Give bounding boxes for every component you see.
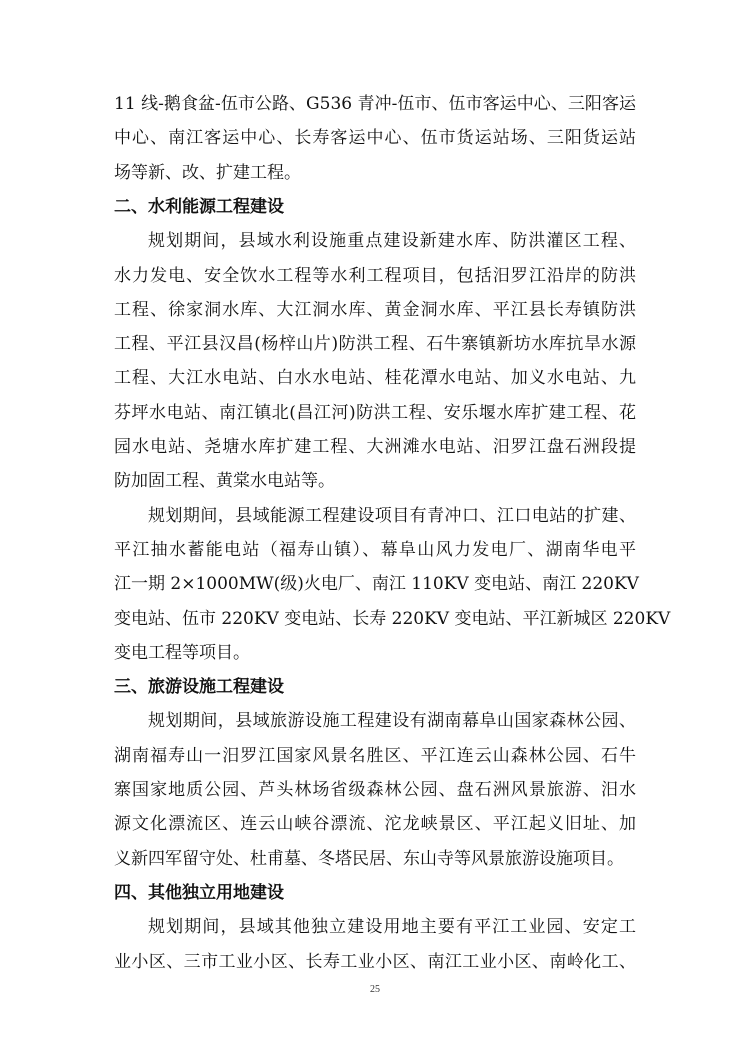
page-number: 25 <box>370 984 380 995</box>
paragraph-line: 规划期间，县域旅游设施工程建设有湖南幕阜山国家森林公园、 <box>148 711 636 732</box>
paragraph-line: 源文化漂流区、连云山峡谷漂流、沱龙峡景区、平江起义旧址、加 <box>114 814 636 835</box>
paragraph-line: 工程、平江县汉昌(杨梓山片)防洪工程、石牛寨镇新坊水库抗旱水源 <box>114 334 636 355</box>
paragraph-line: 业小区、三市工业小区、长寿工业小区、南江工业小区、南岭化工、 <box>114 951 636 972</box>
paragraph-line: 水力发电、安全饮水工程等水利工程项目，包括汨罗江沿岸的防洪 <box>114 265 636 286</box>
paragraph-line: 规划期间，县域水利设施重点建设新建水库、防洪灌区工程、 <box>148 231 636 252</box>
paragraph-line: 平江抽水蓄能电站（福寿山镇）、幕阜山风力发电厂、湖南华电平 <box>114 539 636 560</box>
paragraph-line: 变电工程等项目。 <box>114 642 250 663</box>
paragraph-line: 11 线-鹅食盆-伍市公路、G536 青冲-伍市、伍市客运中心、三阳客运 <box>114 94 636 114</box>
paragraph-line: 场等新、改、扩建工程。 <box>114 162 301 183</box>
section-heading: 二、水利能源工程建设 <box>114 196 284 217</box>
paragraph-line: 规划期间，县域能源工程建设项目有青冲口、江口电站的扩建、 <box>148 505 636 526</box>
section-heading: 四、其他独立用地建设 <box>114 882 284 903</box>
paragraph-line: 湖南福寿山一汨罗江国家风景名胜区、平江连云山森林公园、石牛 <box>114 745 636 766</box>
section-heading: 三、旅游设施工程建设 <box>114 677 284 698</box>
paragraph-line: 江一期 2×1000MW(级)火电厂、南江 110KV 变电站、南江 220KV <box>114 574 639 595</box>
paragraph-line: 寨国家地质公园、芦头林场省级森林公园、盘石洲风景旅游、汨水 <box>114 780 636 800</box>
paragraph-line: 工程、大江水电站、白水水电站、桂花潭水电站、加义水电站、九 <box>114 368 636 389</box>
paragraph-line: 义新四军留守处、杜甫墓、冬塔民居、东山寺等风景旅游设施项目。 <box>114 848 624 869</box>
paragraph-line: 工程、徐家洞水库、大江洞水库、黄金洞水库、平江县长寿镇防洪 <box>114 299 636 320</box>
paragraph-line: 规划期间，县域其他独立建设用地主要有平江工业园、安定工 <box>148 917 636 938</box>
paragraph-line: 变电站、伍市 220KV 变电站、长寿 220KV 变电站、平江新城区 220KV <box>114 608 671 629</box>
paragraph-line: 园水电站、尧塘水库扩建工程、大洲滩水电站、汨罗江盘石洲段提 <box>114 437 636 457</box>
paragraph-line: 中心、南江客运中心、长寿客运中心、伍市货运站场、三阳货运站 <box>114 128 636 149</box>
paragraph-line: 防加固工程、黄棠水电站等。 <box>114 471 335 492</box>
paragraph-line: 芬坪水电站、南江镇北(昌江河)防洪工程、安乐堰水库扩建工程、花 <box>114 402 636 423</box>
